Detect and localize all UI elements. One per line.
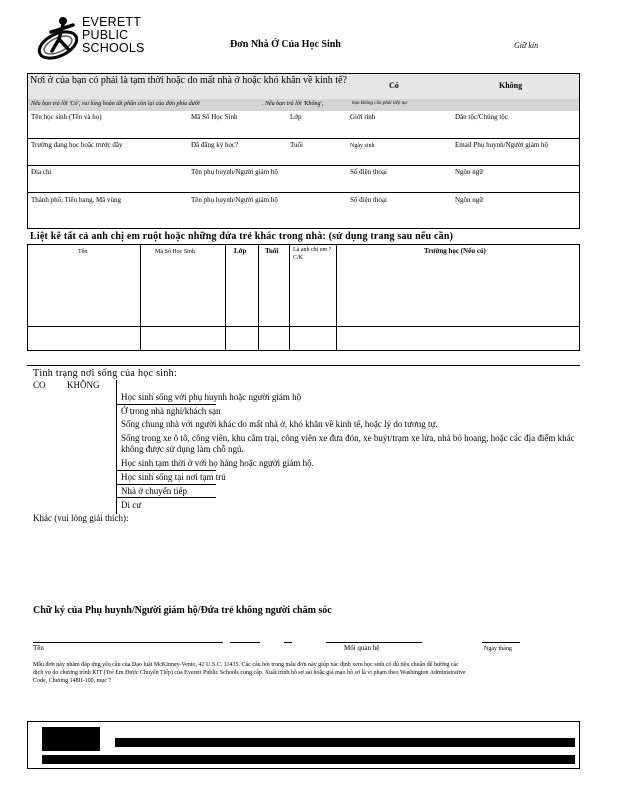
no-option[interactable]: Không bbox=[499, 81, 523, 90]
footer-line-1: Mẫu đơn này nhằm đáp ứng yêu cầu của Đạo luật McKinney-Vento, 42 U.S.C. 11435. Các câu hỏi trong mẫu đơn này giúp xác định xem học sinh có đủ tiêu chuẩn để hưởng các bbox=[33, 662, 459, 668]
guardian-name-field-2[interactable]: Tên phụ huynh/Người giám hộ bbox=[191, 196, 278, 204]
question-note-2: . Nếu bạn trả lời 'Không', bbox=[262, 101, 324, 107]
address-field[interactable]: Địa chỉ bbox=[31, 168, 52, 176]
sig-date-label: Ngày tháng bbox=[484, 646, 512, 652]
birthdate-field[interactable]: Ngày sinh bbox=[350, 143, 375, 149]
phone-field-2[interactable]: Số điện thoại bbox=[350, 196, 387, 204]
homeless-question: Nơi ở của bạn có phải là tạm thời hoặc do mất nhà ở hoặc khó khăn về kinh tế? bbox=[30, 75, 347, 86]
footer-line-3: Code, Chương 148II-100, mục 7 bbox=[33, 678, 112, 684]
siblings-heading: Liệt kê tất cả anh chị em ruột hoặc những đứa trẻ khác trong nhà: (sử dụng trang sau nếu cần) bbox=[30, 231, 454, 242]
option-motel[interactable]: Ở trong nhà nghỉ/khách sạn bbox=[121, 406, 221, 416]
option-shelter[interactable]: Học sinh sống tại nơi tạm trú bbox=[121, 472, 226, 482]
yes-option[interactable]: Có bbox=[389, 81, 399, 90]
logo-line-3: SCHOOLS bbox=[82, 41, 145, 55]
option-transitional[interactable]: Nhà ở chuyển tiếp bbox=[121, 486, 187, 496]
gender-field[interactable]: Giới tính bbox=[350, 113, 376, 121]
age-field[interactable]: Tuổi bbox=[290, 141, 303, 149]
col-age: Tuổi bbox=[265, 247, 279, 255]
school-field[interactable]: Trường đang học hoặc trước đây bbox=[31, 141, 123, 149]
option-unsheltered[interactable]: Sống trong xe ô tô, công viên, khu cắm trại, công viên xe đưa đón, xe buýt/trạm xe lửa, nhà bỏ hoang, hoặc các địa điểm khác không được sử dụng làm chỗ ngủ. bbox=[121, 433, 575, 454]
city-state-zip-field[interactable]: Thành phố, Tiểu bang, Mã vùng bbox=[31, 196, 122, 204]
col-khong: KHÔNG bbox=[67, 380, 100, 390]
ethnicity-field[interactable]: Dân tộc/Chủng tộc bbox=[455, 113, 508, 121]
col-grade: Lớp bbox=[234, 247, 247, 255]
col-student-id: Mã Số Học Sinh bbox=[155, 249, 195, 255]
question-note-3: bạn không cần phải tiếp tục bbox=[352, 101, 408, 106]
sig-name-label: Tên bbox=[33, 644, 44, 652]
logo bbox=[36, 15, 186, 67]
guardian-email-field[interactable]: Email Phụ huynh/Người giám hộ bbox=[455, 141, 549, 149]
col-school: Trường học (Nếu có) bbox=[424, 247, 486, 255]
language-field-2[interactable]: Ngôn ngữ bbox=[455, 196, 484, 204]
sig-relationship-label: Mối quan hệ bbox=[344, 644, 380, 652]
option-migrant[interactable]: Di cư bbox=[121, 500, 142, 510]
student-name-field[interactable]: Tên học sinh (Tên và họ) bbox=[31, 113, 102, 121]
student-id-field[interactable]: Mã Số Học Sinh bbox=[191, 113, 238, 121]
logo-line-1: EVERETT bbox=[82, 15, 142, 29]
guardian-name-field-1[interactable]: Tên phụ huynh/Người giám hộ bbox=[191, 168, 278, 176]
confidential-label: Giữ kín bbox=[514, 41, 539, 50]
option-other[interactable]: Khác (vui lòng giải thích): bbox=[33, 513, 129, 523]
option-with-parent[interactable]: Học sinh sống với phụ huynh hoặc người giám hộ bbox=[121, 392, 302, 402]
page-title: Đơn Nhà Ở Của Học Sinh bbox=[230, 39, 341, 50]
swoosh-figure-icon bbox=[36, 15, 86, 65]
student-info-grid bbox=[27, 111, 580, 229]
col-name: Tên bbox=[78, 249, 88, 255]
signature-heading: Chữ ký của Phụ huynh/Người giám hộ/Đứa trẻ không người chăm sóc bbox=[33, 605, 332, 616]
option-relatives[interactable]: Học sinh tạm thời ở với họ hàng hoặc người giám hộ. bbox=[121, 458, 314, 468]
option-doubled-up[interactable]: Sống chung nhà với người khác do mất nhà ở, khó khăn về kinh tế, hoặc lý do tương tự. bbox=[121, 419, 438, 429]
redaction-block-1 bbox=[42, 727, 100, 751]
grade-field[interactable]: Lớp bbox=[290, 113, 302, 121]
footer-line-2: dịch vụ do chương trình KIT (Trẻ Em Được Chuyển Tiếp) của Everett Public Schools cung cấp. Xuất trình hồ sơ sai hoặc giả mạo hồ sơ là vi phạm theo Washington Administrative bbox=[33, 670, 466, 676]
enrolled-field[interactable]: Đã đăng ký học? bbox=[191, 141, 239, 149]
col-co: CO bbox=[33, 380, 46, 390]
phone-field-1[interactable]: Số điện thoại bbox=[350, 168, 387, 176]
question-note-1: Nếu bạn trả lời 'Có', vui lòng hoàn tất phần còn lại của đơn phía dưới bbox=[31, 101, 200, 107]
living-heading: Tình trạng nơi sống của học sinh: bbox=[33, 368, 178, 379]
redaction-bar-2 bbox=[42, 755, 575, 764]
redaction-bar-1 bbox=[115, 738, 575, 747]
logo-line-2: PUBLIC bbox=[82, 28, 129, 42]
col-sibling: Là anh chị em ? C/K bbox=[293, 247, 332, 261]
language-field-1[interactable]: Ngôn ngữ bbox=[455, 168, 484, 176]
